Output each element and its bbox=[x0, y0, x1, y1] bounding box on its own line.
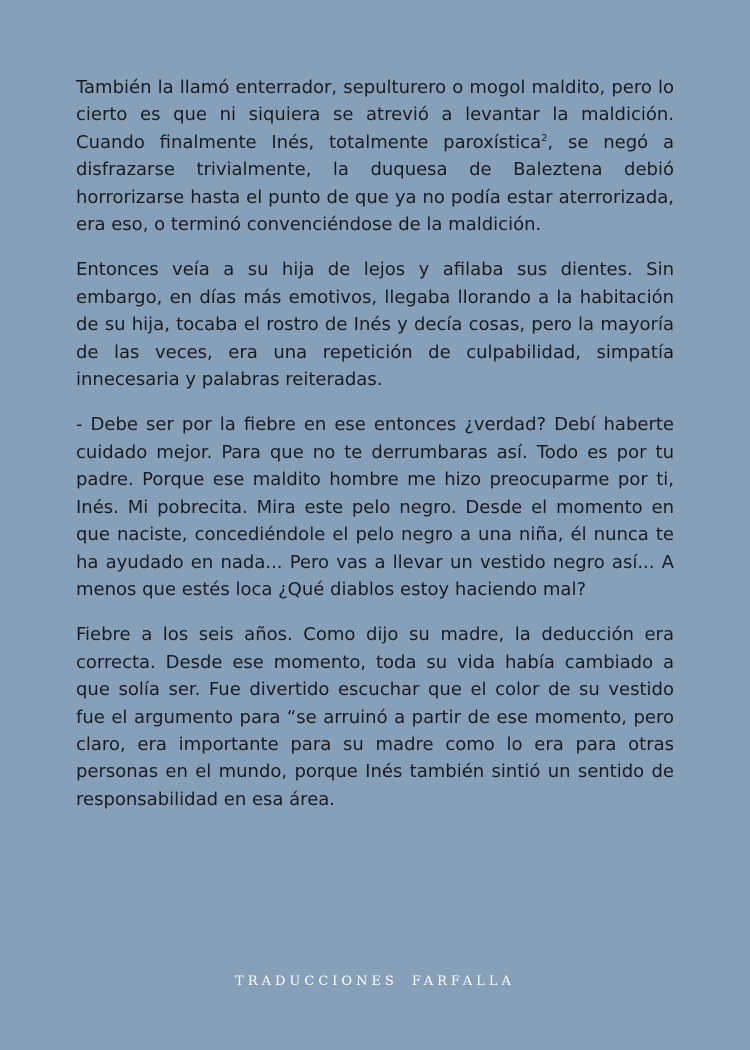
body-text bbox=[76, 74, 674, 831]
paragraph-4: Fiebre a los seis años. Como dijo su madre, la deducción era correcta. Desde ese momento, toda su vida había cambiado a que solía ser. Fue divertido escuchar que el color de su vestido fue el argumento para “se arruinó a partir de ese momento, pero claro, era importante para su madre como lo era para otras personas en el mundo, porque Inés también sintió un sentido de responsabilidad en esa área. bbox=[76, 624, 674, 810]
footnote-marker[interactable]: 2 bbox=[541, 132, 548, 144]
paragraph-1 bbox=[76, 74, 674, 238]
footer-credit bbox=[0, 974, 750, 989]
paragraph-3: - Debe ser por la fiebre en ese entonces ¿verdad? Debí haberte cuidado mejor. Para que no te derrumbaras así. Todo es por tu padre. Porque ese maldito hombre me hizo preocuparme por ti, Inés. Mi pobrecita. Mira este pelo negro. Desde el momento en que naciste, concediéndole el pelo negro a una niña, él nunca te ha ayudado en nada... Pero vas a llevar un vestido negro así... A menos que estés loca ¿Qué diablos estoy haciendo mal? bbox=[76, 414, 674, 600]
paragraph-1-text-a: También la llamó enterrador, sepulturero o mogol maldito, pero lo cierto es que ni siquiera se atrevió a levantar la maldición. Cuando finalmente Inés, totalmente paroxística bbox=[76, 77, 674, 153]
paragraph-2: Entonces veía a su hija de lejos y afilaba sus dientes. Sin embargo, en días más emotivos, llegaba llorando a la habitación de su hija, tocaba el rostro de Inés y decía cosas, pero la mayoría de las veces, era una repetición de culpabilidad, simpatía innecesaria y palabras reiteradas. bbox=[76, 259, 674, 391]
footer-word-2: FARFALLA bbox=[411, 974, 515, 989]
footer-word-1: TRADUCCIONES bbox=[235, 974, 398, 989]
paragraph-1-text-b: , se negó a disfrazarse trivialmente, la duquesa de Baleztena debió horrorizarse hasta el punto de que ya no podía estar aterrorizada, era eso, o terminó convenciéndose de la maldición. bbox=[76, 131, 674, 236]
